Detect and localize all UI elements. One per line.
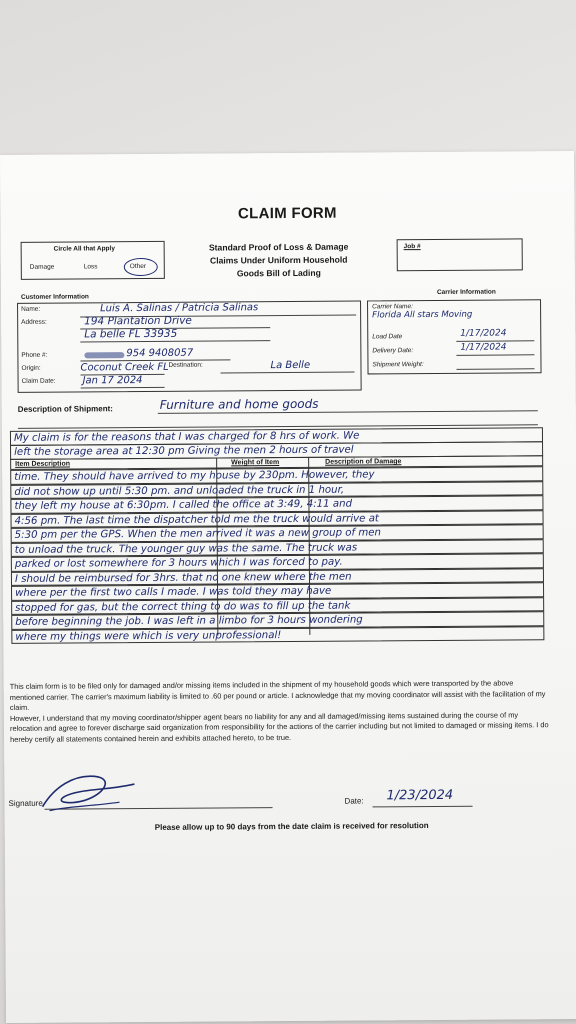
- narrative-line-10: stopped for gas, but the correct thing to do was to fill up the tank: [11, 597, 544, 615]
- load-date-value: 1/17/2024: [460, 328, 507, 339]
- description-of-damage-header: Description of Damage: [325, 458, 402, 466]
- phone-label: Phone #:: [21, 351, 48, 359]
- customer-info-box: [17, 300, 362, 392]
- narrative-line-5: 5:30 pm per the GPS. When the men arrived it was a new group of men: [11, 524, 544, 542]
- claim-form-paper: [0, 151, 576, 1023]
- narrative-line-2: did not show up until 5:30 pm. and unloaded the truck in 1 hour,: [10, 481, 543, 499]
- circle-all-label: Circle All that Apply: [53, 245, 115, 253]
- narrative-line-4: 4:56 pm. The last time the dispatcher told me the truck would arrive at: [11, 510, 544, 528]
- delivery-date-underline: [456, 354, 534, 356]
- item-description-header: Item Description: [15, 460, 71, 468]
- job-number-label: Job #: [403, 243, 421, 251]
- delivery-date-label: Delivery Date:: [372, 347, 414, 355]
- shipment-weight-label: Shipment Weight:: [372, 361, 424, 369]
- claim-date-label: Claim Date:: [21, 377, 56, 385]
- option-loss[interactable]: Loss: [83, 263, 98, 271]
- option-damage[interactable]: Damage: [29, 263, 55, 271]
- name-label: Name:: [21, 305, 41, 313]
- destination-underline: [221, 372, 355, 374]
- other-circle-mark: [124, 258, 158, 276]
- customer-info-label: Customer Information: [20, 293, 89, 301]
- resolution-note: Please allow up to 90 days from the date claim is received for resolution: [154, 821, 429, 832]
- load-date-label: Load Date: [372, 333, 403, 341]
- option-other[interactable]: Other: [129, 262, 147, 271]
- weight-of-item-header: Weight of Item: [231, 459, 280, 467]
- destination-label: Destination:: [168, 361, 203, 369]
- narrative-line-1: time. They should have arrived to my house by 230pm. However, they: [10, 466, 543, 484]
- address-line-1: 194 Plantation Drive: [84, 314, 192, 328]
- date-label: Date:: [344, 796, 364, 806]
- proof-line-1: Standard Proof of Loss & Damage: [208, 241, 349, 253]
- signature-label: Signature: [8, 798, 43, 808]
- legal-paragraph-2: However, I understand that my moving coordinator/shipper agent bears no liability for any and all damaged/missing items sustained during the course of my relocation and agree to forever discharge said organization from responsibility for the actions of the carrier including but not limited to damaged or missing items. I do hereby certify all statements contained herein and exhibits attached hereto, to be true.: [9, 710, 549, 744]
- legal-paragraph-1: This claim form is to be filed only for damaged and/or missing items included in the shipment of my household goods which were transported by the above mentioned carrier. The carrier's maximum liability is limited to .60 per pound or article. I acknowledge that my moving coordinator will assist with the facilitation of my claim.: [9, 678, 546, 713]
- narrative-line-7: parked or lost somewhere for 3 hours which I was forced to pay.: [11, 553, 544, 571]
- carrier-name-label: Carrier Name:: [372, 303, 413, 311]
- phone-value: 954 9408057: [126, 347, 194, 360]
- description-label: Description of Shipment:: [17, 404, 113, 414]
- address-underline-2: [80, 340, 270, 342]
- claim-date-value: Jan 17 2024: [82, 375, 143, 387]
- carrier-info-box: [367, 299, 542, 374]
- proof-line-3: Goods Bill of Lading: [236, 267, 321, 279]
- narrative-line-9: where per the first two calls I made. I was told they may have: [11, 582, 544, 600]
- weight-underline: [457, 368, 535, 370]
- destination-value: La Belle: [270, 359, 311, 372]
- narrative-line-8: I should be reimbursed for 3hrs. that no one knew where the men: [11, 568, 544, 586]
- narrative-line-11: before beginning the job. I was left in a limbo for 3 hours wondering: [11, 611, 544, 629]
- form-title: CLAIM FORM: [237, 204, 337, 223]
- address-line-2: La belle FL 33935: [84, 327, 178, 341]
- carrier-name-value: Florida All stars Moving: [372, 309, 473, 321]
- origin-label: Origin:: [21, 364, 41, 372]
- name-value: Luis A. Salinas / Patricia Salinas: [100, 302, 259, 315]
- signature-mark: [34, 766, 144, 817]
- delivery-date-value: 1/17/2024: [460, 342, 507, 353]
- description-value: Furniture and home goods: [159, 396, 319, 412]
- origin-value: Coconut Creek FL: [80, 361, 169, 374]
- address-label: Address:: [21, 318, 47, 326]
- claim-type-box: [21, 241, 165, 280]
- claim-date-underline: [81, 387, 165, 389]
- date-value: 1/23/2024: [386, 787, 454, 804]
- proof-heading: [189, 240, 369, 280]
- narrative-top-line-1: My claim is for the reasons that I was charged for 8 hrs of work. We: [10, 427, 543, 445]
- narrative-line-3: they left my house at 6:30pm. I called the office at 3:49, 4:11 and: [10, 495, 543, 513]
- phone-scribble: [84, 352, 124, 358]
- narrative-top-line-2: left the storage area at 12:30 pm Giving the men 2 hours of travel: [10, 441, 543, 459]
- proof-line-2: Claims Under Uniform Household: [209, 254, 348, 266]
- narrative-line-12: where my things were which is very unprofessional!: [11, 626, 544, 644]
- date-line: [373, 806, 473, 808]
- narrative-line-6: to unload the truck. The younger guy was the same. The truck was: [11, 539, 544, 557]
- job-number-box: [397, 238, 523, 271]
- legal-text: [10, 678, 550, 745]
- carrier-info-label: Carrier Information: [436, 288, 496, 296]
